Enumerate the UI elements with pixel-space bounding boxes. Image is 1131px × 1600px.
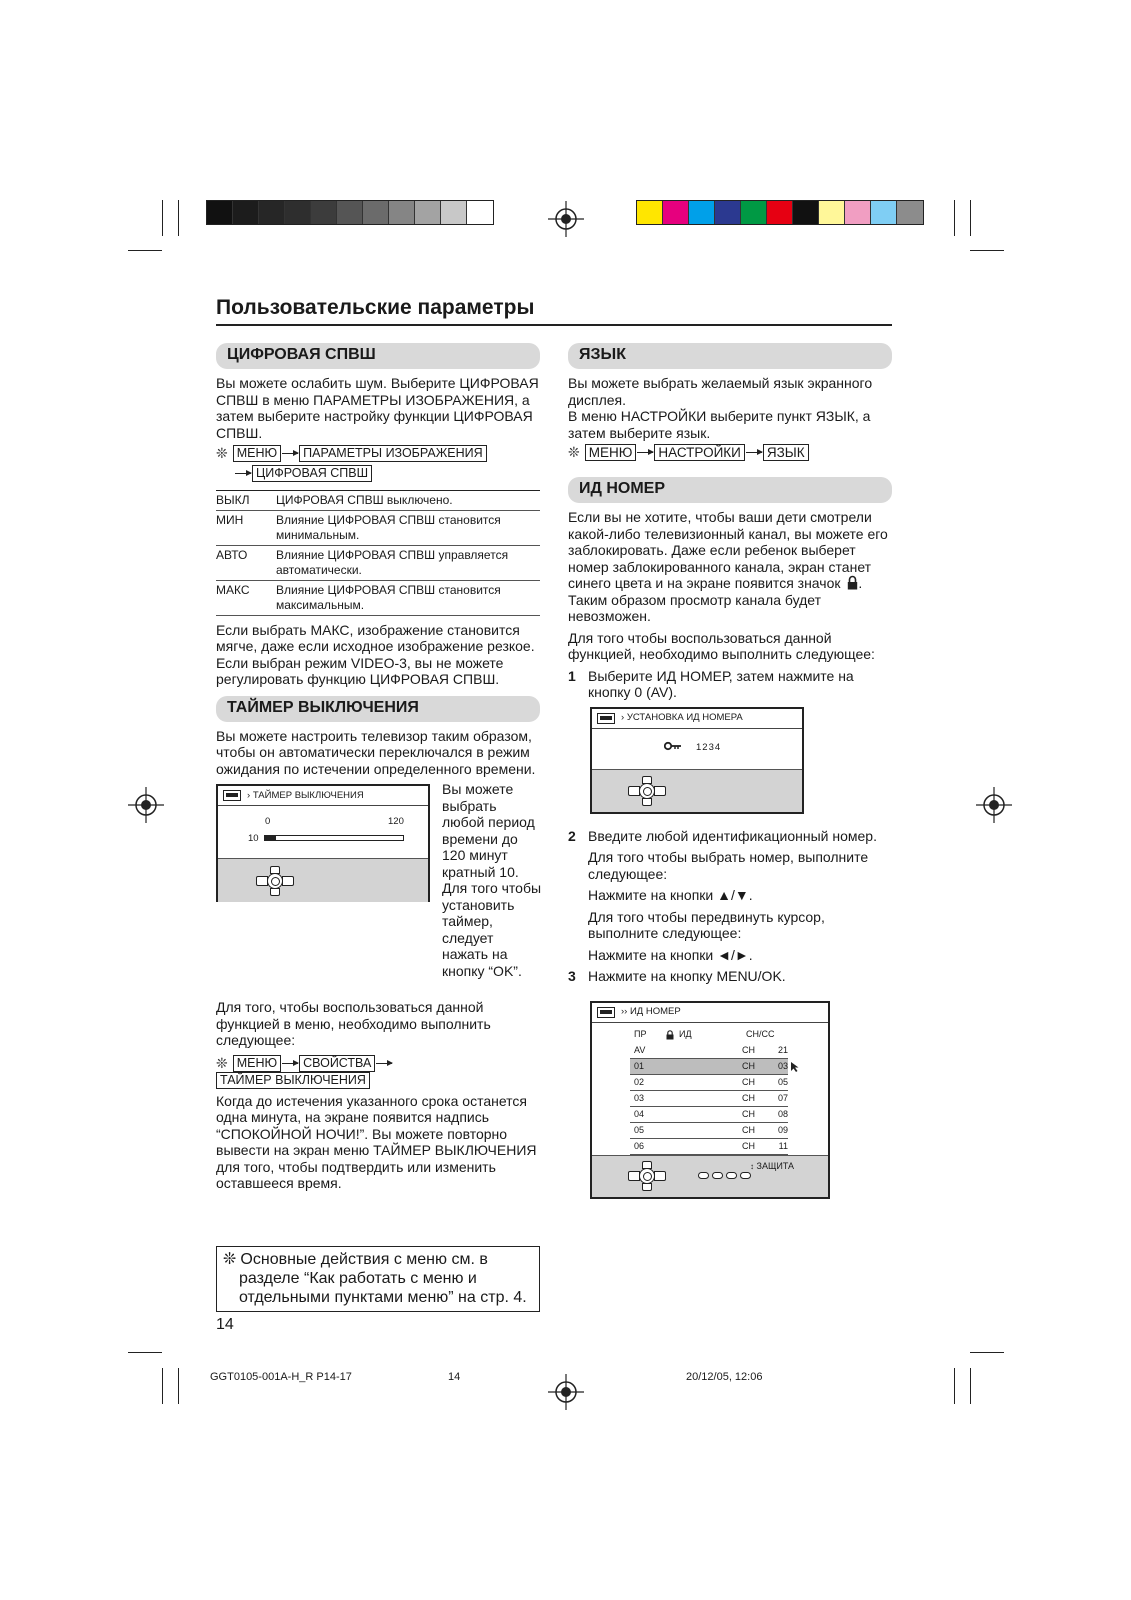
red-button-icon (698, 1172, 709, 1179)
path-step: МЕНЮ (585, 444, 637, 461)
step-2-updown: Нажмите на кнопки ▲/▼. (588, 887, 753, 903)
gray-swatch (363, 201, 389, 224)
registration-mark-bottom (548, 1374, 584, 1410)
table-row[interactable] (630, 1059, 788, 1075)
table-cell: 09 (777, 1124, 788, 1135)
timer-slider[interactable] (264, 835, 404, 841)
page-number: 14 (216, 1316, 234, 1333)
screen-header (592, 1003, 828, 1023)
color-swatch (663, 201, 689, 224)
right-column (568, 343, 892, 1199)
dnr-note-max: Если выбрать МАКС, изображение становится мягче, даже если исходное изображение резкое. (216, 621, 535, 654)
path-step: ПАРАМЕТРЫ ИЗОБРАЖЕНИЯ (299, 445, 487, 462)
arrow-icon (637, 452, 653, 453)
table-cell: 04 (634, 1108, 645, 1119)
color-swatch (741, 201, 767, 224)
table-cell: 05 (634, 1124, 645, 1135)
color-buttons (698, 1172, 751, 1179)
step-2-select: Для того чтобы выбрать номер, выполните следующее: (588, 849, 869, 882)
timer-intro: Вы можете настроить телевизор таким образом, чтобы он автоматически переключался в режим ожидания по истечении определенного времени. (216, 727, 536, 777)
gray-swatch (285, 201, 311, 224)
table-cell: CH (742, 1108, 755, 1119)
scale-min: 0 (265, 816, 271, 827)
language-menu-path (568, 444, 892, 461)
protect-label (750, 1158, 794, 1176)
dnr-note-video3: Если выбран режим VIDEO-3, вы не можете регулировать функцию ЦИФРОВАЯ СПВШ. (216, 654, 504, 687)
color-swatch (767, 201, 793, 224)
footer-datetime: 20/12/05, 12:06 (686, 1371, 763, 1383)
gray-swatch (389, 201, 415, 224)
grayscale-color-bar (206, 200, 494, 225)
chevron-right-icon: ›› (621, 1005, 630, 1017)
tv-menu-icon (597, 1007, 615, 1018)
option-desc: Влияние ЦИФРОВАЯ СПВШ управляется автоматически. (276, 547, 509, 577)
section-header-language: ЯЗЫК (568, 343, 892, 369)
timer-menu-path (216, 1055, 540, 1089)
id-number-intro-text: Если вы не хотите, чтобы ваши дети смотрели какой-либо телевизионный канал, вы можете его заблокировать. Даже если ребенок выберет номер заблокированного канала, экран станет синего цвета и на экране появится значок (568, 509, 888, 591)
footer-doc-code: GGT0105-001A-H_R P14-17 (210, 1371, 352, 1383)
chevron-right-icon: › (247, 790, 253, 801)
option-key: МИН (216, 512, 244, 527)
step-text: Нажмите на кнопку MENU/OK. (588, 968, 786, 984)
arrow-icon (235, 473, 251, 474)
option-key: АВТО (216, 547, 248, 562)
asterisk-icon: ❊ (568, 444, 580, 460)
yellow-button-icon (726, 1172, 737, 1179)
menu-note-text: Основные действия с меню см. в разделе “Как работать с меню и отдельными пунктами меню” на стр. 4. (239, 1251, 527, 1306)
path-step: МЕНЮ (233, 445, 281, 462)
lock-icon (666, 1030, 674, 1040)
gray-swatch (207, 201, 233, 224)
dpad-icon (626, 776, 668, 806)
option-desc: Влияние ЦИФРОВАЯ СПВШ становится максимальным. (276, 582, 501, 612)
asterisk-icon: ❊ (216, 445, 228, 461)
footer-page: 14 (448, 1371, 461, 1383)
path-step: МЕНЮ (233, 1055, 281, 1072)
pointer-icon (790, 1061, 801, 1073)
gray-swatch (467, 201, 493, 224)
path-step: НАСТРОЙКИ (654, 444, 744, 461)
table-row[interactable] (630, 1107, 788, 1123)
process-color-bar (636, 200, 924, 225)
screen-header (218, 786, 428, 806)
step-number: 1 (568, 667, 576, 684)
dnr-menu-path (216, 445, 540, 462)
menu-note-box (216, 1246, 540, 1312)
gray-swatch (233, 201, 259, 224)
color-swatch (845, 201, 871, 224)
timer-usage: Для того, чтобы воспользоваться данной функцией в меню, необходимо выполнить следующее: (216, 999, 491, 1048)
step-2 (568, 828, 892, 845)
dnr-menu-path-continued (234, 465, 540, 482)
table-row (216, 546, 540, 581)
screen-header (592, 709, 802, 729)
table-cell: 07 (777, 1092, 788, 1103)
arrow-icon (282, 453, 298, 454)
id-channel-table (630, 1027, 788, 1155)
step-number: 3 (568, 968, 576, 984)
gray-swatch (415, 201, 441, 224)
table-row (216, 491, 540, 511)
table-row (216, 581, 540, 616)
tv-menu-icon (597, 713, 615, 724)
id-number-intro-tail: . Таким образом просмотр канала будет невозможен. (568, 575, 863, 624)
table-row[interactable] (630, 1139, 788, 1155)
dagger-icon: ↕ (750, 1161, 754, 1171)
gray-swatch (337, 201, 363, 224)
chevron-right-icon: › (621, 711, 627, 723)
column-header: ПР (634, 1029, 647, 1040)
screen-title: ТАЙМЕР ВЫКЛЮЧЕНИЯ (252, 790, 364, 801)
table-row[interactable] (630, 1075, 788, 1091)
color-swatch (897, 201, 923, 224)
arrow-icon (746, 452, 762, 453)
section-header-dnr: ЦИФРОВАЯ СПВШ (216, 343, 540, 369)
path-step: СВОЙСТВА (299, 1055, 375, 1072)
timer-slider-fill (265, 836, 276, 840)
table-cell: 03 (634, 1092, 645, 1103)
asterisk-icon: ❊ (216, 1054, 228, 1071)
table-row[interactable] (630, 1123, 788, 1139)
protect-label-text: ЗАЩИТА (756, 1160, 795, 1171)
screen-footer (592, 769, 802, 812)
gray-swatch (259, 201, 285, 224)
table-header (630, 1027, 788, 1043)
id-setup-screen (590, 707, 804, 814)
gray-swatch (311, 201, 337, 224)
color-swatch (637, 201, 663, 224)
screen-title: УСТАНОВКА ИД НОМЕРА (626, 711, 743, 723)
id-number-steps (568, 668, 892, 1199)
dpad-icon (626, 1161, 668, 1191)
step-1 (568, 668, 892, 701)
step-text: Выберите ИД НОМЕР, затем нажмите на кнопку 0 (AV). (588, 667, 854, 700)
path-step: ТАЙМЕР ВЫКЛЮЧЕНИЯ (216, 1072, 370, 1089)
timer-screen (216, 784, 430, 902)
table-cell: CH (742, 1076, 755, 1087)
tv-menu-icon (223, 790, 241, 801)
table-cell: 11 (778, 1140, 788, 1151)
path-step: ЦИФРОВАЯ СПВШ (252, 465, 372, 482)
gray-swatch (441, 201, 467, 224)
arrow-icon (376, 1063, 392, 1064)
step-text: Введите любой идентификационный номер. (588, 827, 877, 844)
dnr-options-table (216, 490, 540, 616)
path-step: ЯЗЫК (763, 444, 809, 461)
registration-mark-right (976, 787, 1012, 823)
language-text-2: В меню НАСТРОЙКИ выберите пункт ЯЗЫК, а затем выберите язык. (568, 408, 871, 441)
asterisk-icon: ❊ (223, 1251, 237, 1268)
step-number: 2 (568, 827, 576, 844)
color-swatch (871, 201, 897, 224)
table-cell: AV (634, 1044, 646, 1055)
screen-title: ИД НОМЕР (629, 1005, 681, 1017)
step-3 (568, 968, 892, 985)
table-cell: 03 (777, 1060, 788, 1071)
screen-footer (218, 858, 428, 902)
table-cell: 21 (777, 1044, 788, 1055)
table-row (216, 511, 540, 546)
dnr-intro: Вы можете ослабить шум. Выберите ЦИФРОВАЯ СПВШ в меню ПАРАМЕТРЫ ИЗОБРАЖЕНИЯ, а затем выберите настройку функции ЦИФРОВАЯ СПВШ. (216, 375, 539, 441)
dpad-icon (254, 866, 296, 896)
section-header-id-number: ИД НОМЕР (568, 477, 892, 503)
key-icon (664, 741, 682, 751)
left-column (216, 343, 540, 1192)
table-row[interactable] (630, 1091, 788, 1107)
option-desc: Влияние ЦИФРОВАЯ СПВШ становится минимальным. (276, 512, 501, 542)
table-cell: 06 (634, 1140, 645, 1151)
timer-figure-block (216, 781, 540, 999)
color-swatch (819, 201, 845, 224)
timer-slider-area (218, 806, 428, 858)
id-number-usage: Для того чтобы воспользоваться данной функцией, необходимо выполнить следующее: (568, 629, 875, 662)
color-swatch (689, 201, 715, 224)
column-header: ИД (679, 1029, 692, 1040)
arrow-icon (282, 1063, 298, 1064)
table-row[interactable] (630, 1043, 788, 1059)
registration-mark-left (128, 787, 164, 823)
id-number-intro (568, 509, 892, 625)
timer-value: 10 (248, 833, 259, 844)
option-key: МАКС (216, 582, 250, 597)
table-cell: 05 (777, 1076, 788, 1087)
language-text-1: Вы можете выбрать желаемый язык экранного дисплея. (568, 375, 873, 408)
option-desc: ЦИФРОВАЯ СПВШ выключено. (276, 493, 453, 507)
id-code-field[interactable]: 1234 (696, 741, 722, 753)
step-2-leftright: Нажмите на кнопки ◄/►. (588, 946, 753, 963)
timer-outro: Когда до истечения указанного срока останется одна минута, на экране появится надпись “СПОКОЙНОЙ НОЧИ!”. Вы можете повторно вывести на экран меню ТАЙМЕР ВЫКЛЮЧЕНИЯ для того, чтобы подтвердить или изменить оставшееся время. (216, 1092, 537, 1191)
table-cell: CH (742, 1060, 755, 1071)
title-rule (216, 324, 892, 326)
scale-max: 120 (388, 816, 404, 827)
page-title: Пользовательские параметры (216, 296, 535, 319)
section-header-timer: ТАЙМЕР ВЫКЛЮЧЕНИЯ (216, 696, 540, 722)
table-cell: 02 (634, 1076, 645, 1087)
color-swatch (793, 201, 819, 224)
id-entry-area (592, 729, 802, 769)
registration-mark-top (548, 201, 584, 237)
step-2-cursor: Для того чтобы передвинуть курсор, выполните следующее: (588, 908, 825, 941)
table-cell: CH (742, 1124, 755, 1135)
lock-icon (847, 575, 858, 590)
timer-side-text: Вы можете выбрать любой период времени до 120 минут кратный 10. Для того чтобы установить таймер, следует нажать на кнопку “OK”. (442, 781, 542, 979)
color-swatch (715, 201, 741, 224)
table-cell: 01 (634, 1060, 645, 1071)
green-button-icon (712, 1172, 723, 1179)
table-cell: CH (742, 1092, 755, 1103)
id-list-screen (590, 1001, 830, 1199)
table-cell: CH (742, 1044, 755, 1055)
table-cell: CH (742, 1140, 755, 1151)
screen-footer (592, 1155, 828, 1197)
column-header: CH/CC (746, 1029, 775, 1040)
option-key: ВЫКЛ (216, 493, 250, 507)
table-cell: 08 (777, 1108, 788, 1119)
